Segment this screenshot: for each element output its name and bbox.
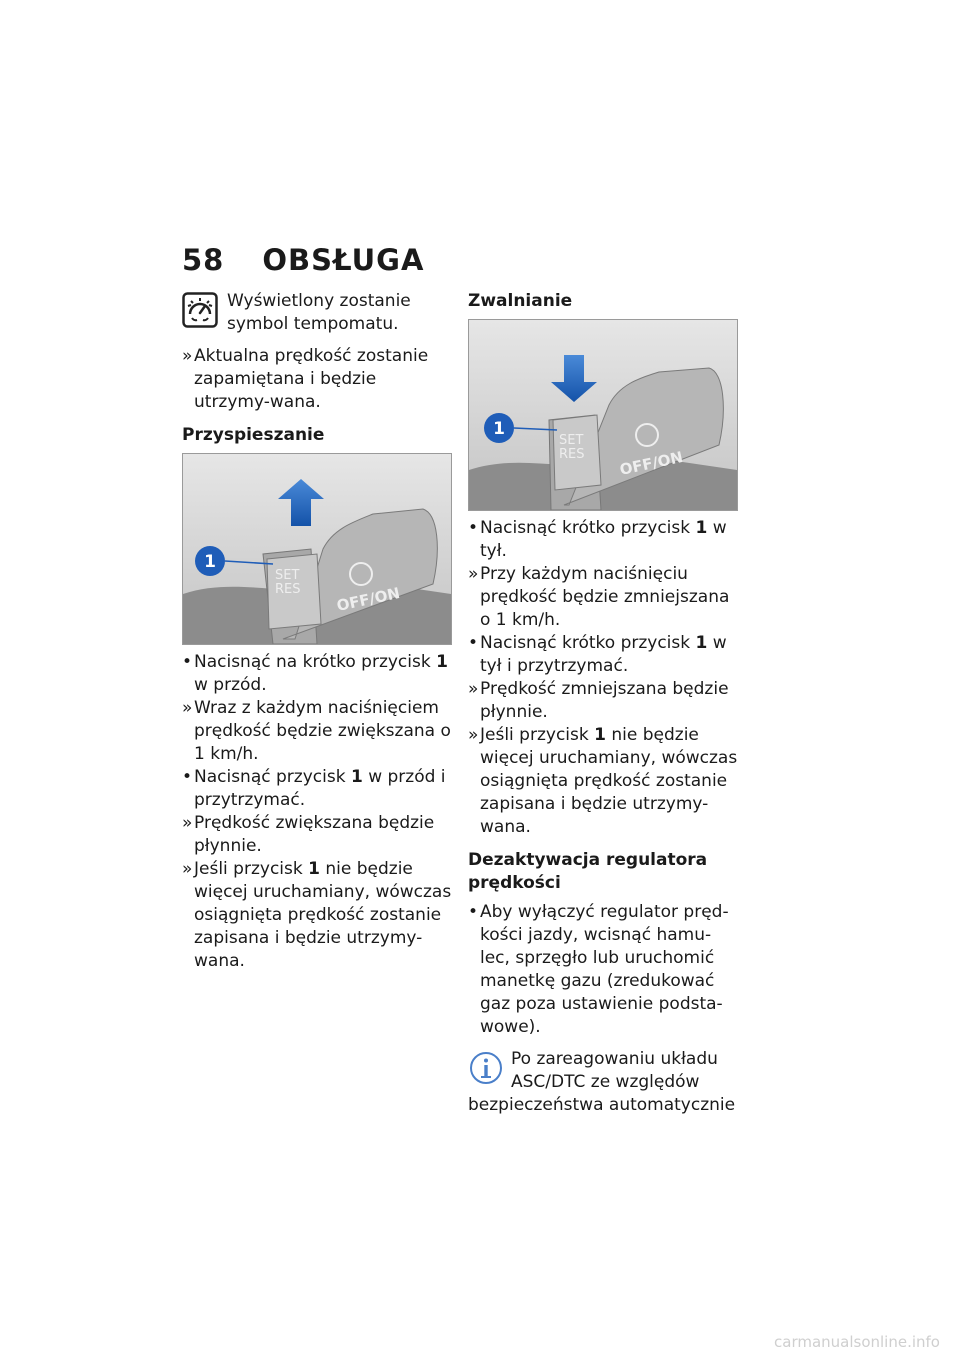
list-item: »Prędkość zwiększana będzie płynnie. <box>182 813 435 856</box>
list-item: • Nacisnąć na krótko przycisk 1 w przód. <box>182 652 448 695</box>
accel-offon-label: OFF/ON <box>335 583 402 615</box>
intro-result: »Aktualna prędkość zostanie zapamiętana i będzie utrzymy-wana. <box>182 346 429 412</box>
accel-set-label: SET <box>275 568 300 583</box>
accel-items <box>182 651 452 973</box>
list-item: »Wraz z każdym naciśnięciem prędkość będzie zwiększana o 1 km/h. <box>182 698 451 764</box>
list-item: • Aby wyłączyć regulator pręd-kości jazdy, wcisnąć hamu-lec, sprzęgło lub uruchomić manetkę gazu (zredukować gaz poza ustawienie podsta-wowe). <box>468 902 729 1037</box>
decel-callout-number: 1 <box>493 419 505 439</box>
right-column <box>468 290 738 1117</box>
list-item: • Nacisnąć krótko przycisk 1 w tył i przytrzymać. <box>468 633 727 676</box>
decel-items <box>468 517 738 839</box>
left-column <box>182 290 452 973</box>
note-line-2: ASC/DTC ze względów <box>511 1072 700 1092</box>
accel-heading: Przyspieszanie <box>182 425 325 445</box>
cruise-symbol-note <box>182 290 452 336</box>
decel-offon-label: OFF/ON <box>618 447 685 479</box>
list-item: »Przy każdym naciśnięciu prędkość będzie zmniejszana o 1 km/h. <box>468 564 730 630</box>
accel-res-label: RES <box>275 582 301 597</box>
page-header <box>182 243 424 277</box>
note-line-1: Po zareagowaniu układu <box>511 1049 718 1069</box>
info-note <box>468 1048 738 1117</box>
note-line-3: bezpieczeństwa automatycznie <box>468 1095 736 1115</box>
decel-heading: Zwalnianie <box>468 291 573 311</box>
list-item: »Prędkość zmniejszana będzie płynnie. <box>468 679 729 722</box>
list-item: »Jeśli przycisk 1 nie będzie więcej uruchamiany, wówczas osiągnięta prędkość zostanie zapisana i będzie utrzymy-wana. <box>182 859 452 971</box>
list-item: • Nacisnąć krótko przycisk 1 w tył. <box>468 518 727 561</box>
info-icon <box>468 1050 504 1097</box>
section-title: OBSŁUGA <box>262 243 425 277</box>
list-item: »Jeśli przycisk 1 nie będzie więcej uruchamiany, wówczas osiągnięta prędkość zostanie zapisana i będzie utrzymy-wana. <box>468 725 738 837</box>
cruise-control-icon <box>182 292 218 335</box>
decel-set-label: SET <box>559 433 584 448</box>
decel-figure <box>468 319 738 511</box>
accel-figure <box>182 453 452 645</box>
decel-res-label: RES <box>559 447 585 462</box>
deactivate-heading: Dezaktywacja regulatora prędkości <box>468 850 708 893</box>
page-number: 58 <box>182 243 225 277</box>
footer-watermark: carmanualsonline.info <box>774 1333 940 1351</box>
icon-text: Wyświetlony zostanie symbol tempomatu. <box>227 291 411 334</box>
list-item: • Nacisnąć przycisk 1 w przód i przytrzymać. <box>182 767 446 810</box>
accel-callout-number: 1 <box>204 552 216 572</box>
